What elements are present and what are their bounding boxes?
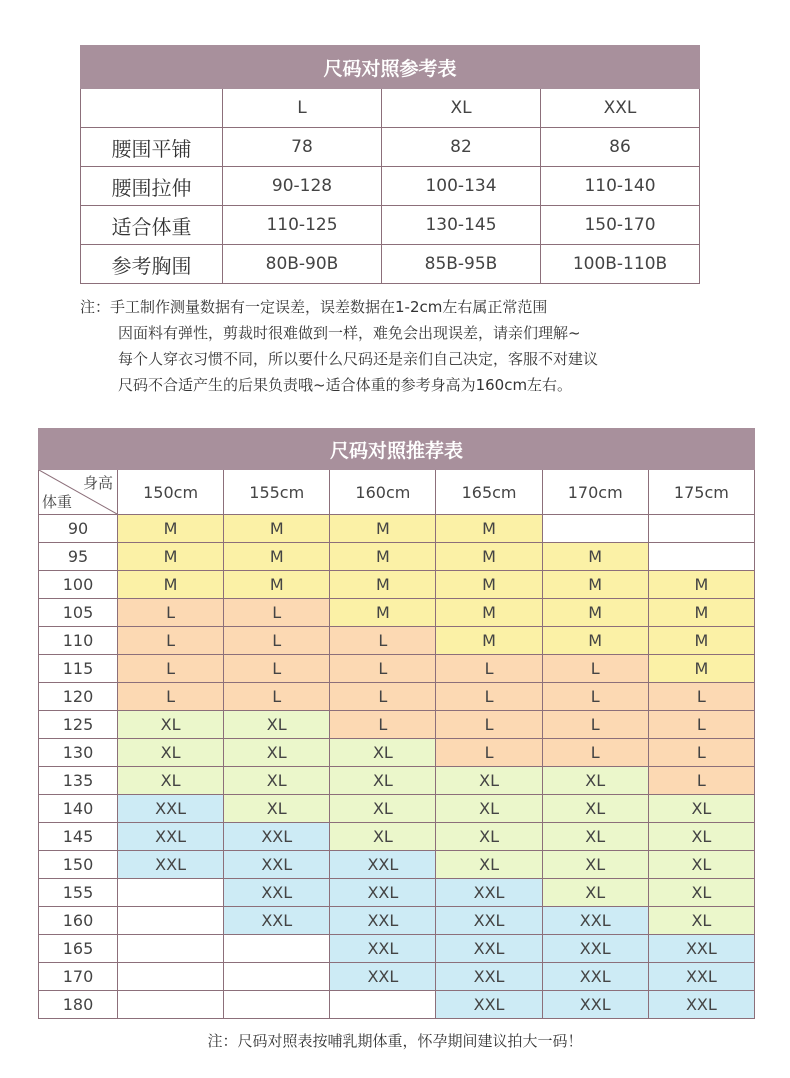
weight-cell: 120 xyxy=(39,683,118,711)
measure-value: 110-140 xyxy=(541,167,700,206)
weight-row xyxy=(39,655,755,683)
size-cell: XL xyxy=(648,907,754,935)
size-cell: M xyxy=(436,515,542,543)
size-cell: XL xyxy=(118,767,224,795)
size-cell: XXL xyxy=(542,991,648,1019)
size-cell: XXL xyxy=(224,823,330,851)
corner-header-cell xyxy=(39,470,118,515)
weight-row xyxy=(39,599,755,627)
weight-cell: 130 xyxy=(39,739,118,767)
size-cell: M xyxy=(224,515,330,543)
weight-cell: 155 xyxy=(39,879,118,907)
size-cell: XL xyxy=(436,767,542,795)
size-header: L xyxy=(223,89,382,128)
size-cell: XL xyxy=(436,851,542,879)
size-cell: XXL xyxy=(436,907,542,935)
empty-size-cell xyxy=(224,935,330,963)
measure-value: 86 xyxy=(541,128,700,167)
empty-size-cell xyxy=(542,515,648,543)
weight-cell: 125 xyxy=(39,711,118,739)
size-cell: M xyxy=(118,515,224,543)
size-cell: M xyxy=(330,543,436,571)
weight-cell: 100 xyxy=(39,571,118,599)
size-cell: XXL xyxy=(542,963,648,991)
size-cell: L xyxy=(118,655,224,683)
size-cell: XL xyxy=(330,795,436,823)
size-cell: XXL xyxy=(330,935,436,963)
size-reference-table xyxy=(80,45,700,284)
size-cell: M xyxy=(542,599,648,627)
size-cell: L xyxy=(118,683,224,711)
size-cell: XXL xyxy=(224,907,330,935)
size-cell: L xyxy=(542,655,648,683)
recommendation-table-title: 尺码对照推荐表 xyxy=(39,429,755,470)
size-cell: XXL xyxy=(330,851,436,879)
size-cell: L xyxy=(224,683,330,711)
size-cell: L xyxy=(224,599,330,627)
note-line: 注：手工制作测量数据有一定误差，误差数据在1-2cm左右属正常范围 xyxy=(80,298,548,316)
note-line: 因面料有弹性，剪裁时很难做到一样，难免会出现误差，请亲们理解~ xyxy=(118,324,581,342)
measure-value: 100B-110B xyxy=(541,245,700,284)
weight-row xyxy=(39,739,755,767)
empty-size-cell xyxy=(118,879,224,907)
note-line: 尺码不合适产生的后果负责哦~适合体重的参考身高为160cm左右。 xyxy=(118,376,573,394)
size-cell: L xyxy=(648,683,754,711)
size-cell: XXL xyxy=(118,823,224,851)
weight-cell: 145 xyxy=(39,823,118,851)
size-cell: XL xyxy=(330,739,436,767)
size-cell: XL xyxy=(648,823,754,851)
weight-cell: 135 xyxy=(39,767,118,795)
size-cell: XL xyxy=(118,739,224,767)
weight-row xyxy=(39,627,755,655)
size-cell: L xyxy=(542,683,648,711)
measure-value: 85B-95B xyxy=(382,245,541,284)
height-header: 175cm xyxy=(648,470,754,515)
empty-size-cell xyxy=(118,935,224,963)
measure-value: 78 xyxy=(223,128,382,167)
size-cell: M xyxy=(224,571,330,599)
measure-label: 腰围拉伸 xyxy=(81,167,223,206)
weight-row xyxy=(39,711,755,739)
size-cell: M xyxy=(436,543,542,571)
size-cell: XXL xyxy=(224,879,330,907)
size-cell: XXL xyxy=(118,851,224,879)
weight-row xyxy=(39,543,755,571)
size-cell: L xyxy=(648,711,754,739)
size-cell: L xyxy=(330,655,436,683)
empty-size-cell xyxy=(648,543,754,571)
size-cell: L xyxy=(436,739,542,767)
size-cell: L xyxy=(330,711,436,739)
weight-cell: 95 xyxy=(39,543,118,571)
weight-cell: 115 xyxy=(39,655,118,683)
size-cell: L xyxy=(436,683,542,711)
size-cell: XXL xyxy=(436,879,542,907)
footer-note: 注：尺码对照表按哺乳期体重，怀孕期间建议拍大一码！ xyxy=(207,1032,583,1050)
size-cell: L xyxy=(224,655,330,683)
size-cell: XXL xyxy=(436,935,542,963)
size-cell: XL xyxy=(542,767,648,795)
size-cell: M xyxy=(436,571,542,599)
weight-cell: 110 xyxy=(39,627,118,655)
reference-corner-cell xyxy=(81,89,223,128)
size-cell: XL xyxy=(542,851,648,879)
size-cell: XXL xyxy=(330,963,436,991)
height-header: 160cm xyxy=(330,470,436,515)
empty-size-cell xyxy=(118,907,224,935)
measure-value: 110-125 xyxy=(223,206,382,245)
size-cell: XL xyxy=(436,823,542,851)
size-cell: L xyxy=(224,627,330,655)
weight-row xyxy=(39,515,755,543)
size-cell: XXL xyxy=(118,795,224,823)
size-cell: XL xyxy=(648,879,754,907)
measure-value: 82 xyxy=(382,128,541,167)
empty-size-cell xyxy=(330,991,436,1019)
measure-value: 100-134 xyxy=(382,167,541,206)
size-cell: L xyxy=(648,767,754,795)
reference-table-title: 尺码对照参考表 xyxy=(81,46,700,89)
size-cell: L xyxy=(542,739,648,767)
size-cell: L xyxy=(118,599,224,627)
height-header: 155cm xyxy=(224,470,330,515)
weight-row xyxy=(39,571,755,599)
size-header: XXL xyxy=(541,89,700,128)
size-cell: M xyxy=(436,627,542,655)
note-line: 每个人穿衣习惯不同，所以要什么尺码还是亲们自己决定，客服不对建议 xyxy=(118,350,599,368)
size-cell: M xyxy=(648,627,754,655)
size-cell: XL xyxy=(224,711,330,739)
size-cell: M xyxy=(330,515,436,543)
weight-cell: 105 xyxy=(39,599,118,627)
size-cell: XL xyxy=(436,795,542,823)
size-cell: L xyxy=(330,683,436,711)
size-cell: L xyxy=(436,711,542,739)
size-cell: XL xyxy=(224,767,330,795)
measure-label: 腰围平铺 xyxy=(81,128,223,167)
size-cell: XXL xyxy=(648,963,754,991)
weight-row xyxy=(39,851,755,879)
size-cell: XXL xyxy=(542,935,648,963)
size-cell: M xyxy=(648,599,754,627)
size-cell: XL xyxy=(224,795,330,823)
height-header: 170cm xyxy=(542,470,648,515)
measure-value: 80B-90B xyxy=(223,245,382,284)
size-cell: XXL xyxy=(436,963,542,991)
size-cell: M xyxy=(542,543,648,571)
size-cell: XL xyxy=(542,879,648,907)
weight-row xyxy=(39,879,755,907)
size-cell: L xyxy=(436,655,542,683)
height-axis-label: 身高 xyxy=(82,474,113,492)
height-header: 165cm xyxy=(436,470,542,515)
size-cell: M xyxy=(118,571,224,599)
weight-row xyxy=(39,683,755,711)
weight-row xyxy=(39,991,755,1019)
size-cell: XXL xyxy=(436,991,542,1019)
size-notes xyxy=(80,294,598,398)
height-header: 150cm xyxy=(118,470,224,515)
size-cell: M xyxy=(648,655,754,683)
size-cell: L xyxy=(542,711,648,739)
empty-size-cell xyxy=(224,991,330,1019)
size-header: XL xyxy=(382,89,541,128)
size-cell: XXL xyxy=(648,991,754,1019)
size-cell: XL xyxy=(224,739,330,767)
size-cell: XXL xyxy=(648,935,754,963)
size-cell: L xyxy=(648,739,754,767)
measure-value: 150-170 xyxy=(541,206,700,245)
weight-row xyxy=(39,795,755,823)
weight-cell: 140 xyxy=(39,795,118,823)
empty-size-cell xyxy=(224,963,330,991)
weight-cell: 90 xyxy=(39,515,118,543)
size-cell: M xyxy=(542,571,648,599)
weight-cell: 170 xyxy=(39,963,118,991)
size-cell: L xyxy=(330,627,436,655)
weight-row xyxy=(39,823,755,851)
empty-size-cell xyxy=(648,515,754,543)
measure-label: 参考胸围 xyxy=(81,245,223,284)
size-cell: XXL xyxy=(330,879,436,907)
size-cell: XL xyxy=(648,851,754,879)
size-cell: XL xyxy=(118,711,224,739)
measure-value: 130-145 xyxy=(382,206,541,245)
size-cell: XL xyxy=(542,823,648,851)
size-cell: XL xyxy=(330,767,436,795)
size-cell: M xyxy=(330,599,436,627)
empty-size-cell xyxy=(118,991,224,1019)
weight-axis-label: 体重 xyxy=(42,493,73,511)
weight-row xyxy=(39,767,755,795)
measure-value: 90-128 xyxy=(223,167,382,206)
size-cell: M xyxy=(648,571,754,599)
empty-size-cell xyxy=(118,963,224,991)
size-cell: XL xyxy=(330,823,436,851)
size-cell: XL xyxy=(542,795,648,823)
size-recommendation-table xyxy=(38,428,755,1019)
weight-row xyxy=(39,935,755,963)
weight-row xyxy=(39,963,755,991)
size-cell: XXL xyxy=(330,907,436,935)
size-cell: M xyxy=(436,599,542,627)
weight-cell: 180 xyxy=(39,991,118,1019)
weight-cell: 160 xyxy=(39,907,118,935)
weight-cell: 150 xyxy=(39,851,118,879)
size-cell: XL xyxy=(648,795,754,823)
weight-row xyxy=(39,907,755,935)
weight-cell: 165 xyxy=(39,935,118,963)
size-cell: XXL xyxy=(542,907,648,935)
size-cell: M xyxy=(542,627,648,655)
size-cell: M xyxy=(224,543,330,571)
size-cell: M xyxy=(330,571,436,599)
size-cell: M xyxy=(118,543,224,571)
measure-label: 适合体重 xyxy=(81,206,223,245)
size-cell: L xyxy=(118,627,224,655)
size-cell: XXL xyxy=(224,851,330,879)
